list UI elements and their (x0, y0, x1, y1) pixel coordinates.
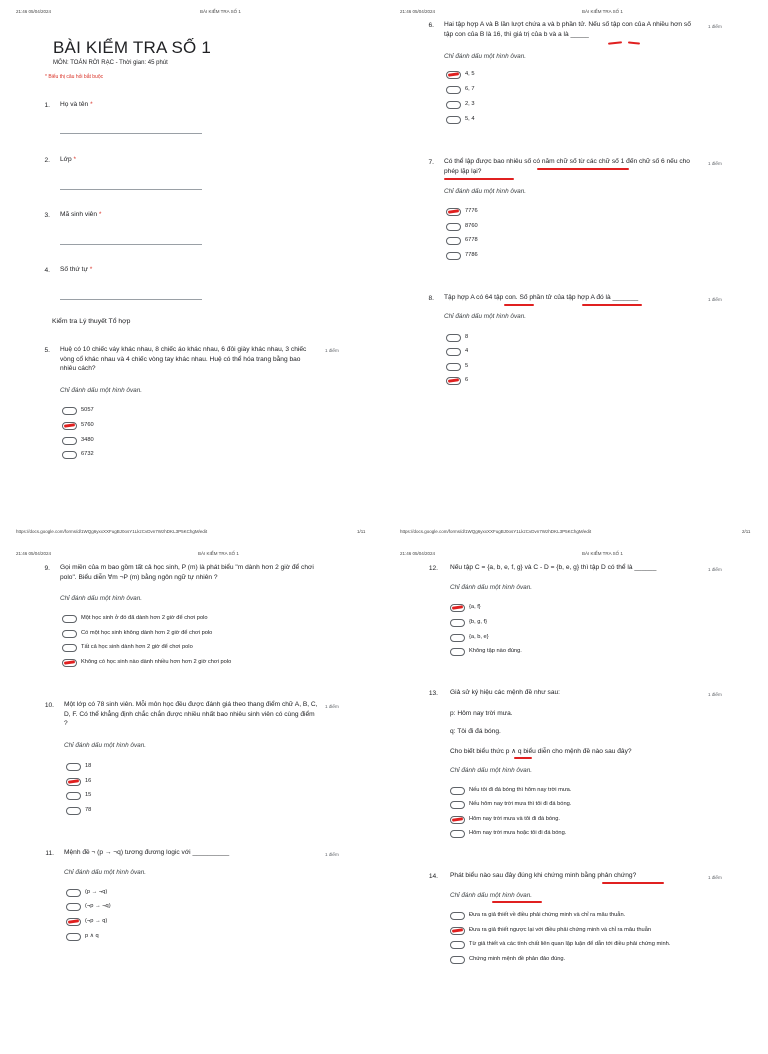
question-text: Phát biểu nào sau đây đúng khi chứng minh bằng phản chứng? (450, 872, 637, 879)
question-number: 14. (428, 873, 438, 880)
question-hint: Chỉ đánh dấu một hình ôvan. (64, 869, 147, 876)
pen-underline (514, 757, 532, 759)
question-text: Có thể lập được bao nhiêu số có năm chữ số từ các chữ số 1 đến chữ số 6 nếu cho phép lặp lại? (444, 158, 690, 175)
radio-oval[interactable] (62, 407, 77, 415)
points-label: 1 điểm (708, 875, 722, 880)
question-number: 8. (428, 295, 434, 302)
pen-underline (608, 41, 622, 44)
field-label-class: Lớp * (60, 156, 77, 163)
pen-underline (582, 304, 642, 306)
class-input[interactable] (60, 189, 202, 190)
question-text: Gọi miền của m bao gồm tất cả học sinh, P (m) là phát biểu "m dành hơn 2 giờ để chơi polo". Biểu diễn ∀m ¬P (m) bằng ngôn ngữ tự nhiên ? (60, 564, 314, 581)
field-number: 4. (44, 267, 50, 274)
question-hint: Chỉ đánh dấu một hình ôvan. (450, 892, 533, 899)
points-label: 1 điểm (708, 161, 722, 166)
print-timestamp: 21:46 05/04/2024 (400, 9, 436, 14)
field-number: 3. (44, 212, 50, 219)
radio-oval-selected[interactable] (450, 604, 465, 612)
points-label: 1 điểm (708, 24, 722, 29)
radio-oval[interactable] (66, 889, 81, 897)
field-label-name: Họ và tên * (60, 101, 93, 108)
radio-oval[interactable] (446, 86, 461, 94)
radio-oval[interactable] (66, 763, 81, 771)
radio-oval-selected[interactable] (446, 377, 461, 385)
question-number: 6. (428, 22, 434, 29)
radio-oval-selected[interactable] (66, 918, 81, 926)
print-header-title: BÀI KIỂM TRA SỐ 1 (582, 9, 623, 14)
section-title: Kiểm tra Lý thuyết Tổ hợp (52, 318, 131, 325)
radio-oval[interactable] (446, 116, 461, 124)
question-text: Nếu tập C = {a, b, e, f, g} và C - D = {b, e, g} thì tập D có thể là ______ (450, 564, 657, 571)
form-title: BÀI KIỂM TRA SỐ 1 (53, 38, 212, 57)
question-hint: Chỉ đánh dấu một hình ôvan. (450, 767, 533, 774)
question-number: 9. (44, 565, 50, 572)
pen-underline (602, 882, 664, 884)
proposition-p: p: Hôm nay trời mưa. (450, 710, 513, 717)
question-text: Giả sử ký hiệu các mệnh đề như sau: (450, 689, 560, 696)
print-footer-url: https://docs.google.com/forms/d/1WQg6yxxXXFugBJ0osY1LkzCvDvn7WzhDKL3P5KChgM/edit (16, 529, 208, 534)
radio-oval[interactable] (62, 451, 77, 459)
question-number: 5. (44, 347, 50, 354)
print-header-title: BÀI KIỂM TRA SỐ 1 (198, 551, 239, 556)
radio-oval[interactable] (446, 252, 461, 260)
required-note: * Biểu thị câu hỏi bắt buộc (45, 74, 104, 80)
form-subtitle: MÔN: TOÁN RỜI RẠC - Thời gian: 45 phút (53, 60, 168, 66)
radio-oval[interactable] (450, 912, 465, 920)
points-label: 1 điểm (325, 704, 339, 709)
radio-oval[interactable] (62, 615, 77, 623)
radio-oval[interactable] (450, 956, 465, 964)
question-number: 7. (428, 159, 434, 166)
question-hint: Chỉ đánh dấu một hình ôvan. (444, 53, 527, 60)
field-number: 1. (44, 102, 50, 109)
question-hint: Chỉ đánh dấu một hình ôvan. (450, 584, 533, 591)
radio-oval[interactable] (450, 801, 465, 809)
radio-oval[interactable] (66, 807, 81, 815)
proposition-q: q: Tôi đi đá bóng. (450, 728, 501, 735)
radio-oval-selected[interactable] (450, 927, 465, 935)
pen-underline (628, 41, 640, 44)
question-text: Một lớp có 78 sinh viên. Mỗi môn học đều được đánh giá theo thang điểm chữ A, B, C, D, F. Có thể khẳng định chắc chắn được nhiều nhất bao nhiêu sinh viên có cùng điểm ? (64, 701, 318, 728)
radio-oval[interactable] (446, 237, 461, 245)
radio-oval[interactable] (446, 101, 461, 109)
pen-underline (537, 168, 629, 170)
radio-oval[interactable] (62, 644, 77, 652)
print-footer-url: https://docs.google.com/forms/d/1WQg6yxxXXFugBJ0osY1LkzCvDvn7WzhDKL3P5KChgM/edit (400, 529, 592, 534)
question-number: 12. (428, 565, 438, 572)
radio-oval[interactable] (450, 830, 465, 838)
print-header-title: BÀI KIỂM TRA SỐ 1 (582, 551, 623, 556)
pen-underline (444, 178, 514, 180)
radio-oval-selected[interactable] (62, 659, 77, 667)
pen-underline (492, 901, 542, 903)
question-number: 13. (428, 690, 438, 697)
question-hint: Chỉ đánh dấu một hình ôvan. (64, 742, 147, 749)
radio-oval-selected[interactable] (66, 778, 81, 786)
question-text: Huệ có 10 chiếc váy khác nhau, 8 chiếc áo khác nhau, 6 đôi giày khác nhau, 3 chiếc vòng cổ khác nhau và 4 chiếc vòng tay khác nhau. Huệ có thể hóa trang bằng bao nhiêu cách? (60, 346, 307, 373)
radio-oval[interactable] (66, 792, 81, 800)
radio-oval[interactable] (62, 437, 77, 445)
radio-oval[interactable] (66, 933, 81, 941)
question-hint: Chỉ đánh dấu một hình ôvan. (444, 188, 527, 195)
print-page-number: 2/11 (742, 529, 751, 534)
pen-underline (504, 304, 534, 306)
points-label: 1 điểm (325, 348, 339, 353)
radio-oval[interactable] (450, 941, 465, 949)
question-hint: Chỉ đánh dấu một hình ôvan. (60, 595, 143, 602)
page-4: 21:46 05/04/2024 BÀI KIỂM TRA SỐ 1 12. Nếu tập C = {a, b, e, f, g} và C - D = {b, e, g} thì tập D có thể là ______ 1 điểm Chỉ đánh dấu một hình ôvan. {a, f} {b, g, f} {a, b, e} Không tập nào đúng. 13. Giả sử ký hiệu các mệnh đề như sau: 1 điểm p: Hôm nay trời mưa. q: Tôi đi đá bóng. Cho biết biểu thức p ∧ q biểu diễn cho mệnh đề nào sau đây? Chỉ đánh dấu một hình ôvan. Nếu tôi đi đá bóng thì hôm nay trời mưa. Nếu hôm nay trời mưa thì tôi đi đá bóng. Hôm nay trời mưa và tôi đi đá bóng. Hôm nay trời mưa hoặc tôi đi đá bóng. 14. Phát biểu nào sau đây đúng khi chứng minh bằng phản chứng? 1 điểm Chỉ đánh dấu một hình ôvan. Đưa ra giả thiết về điều phải chứng minh và chỉ ra mâu thuẫn. Đưa ra giả thiết ngược lại với điều phải chứng minh và chỉ ra mâu thuẫn Từ giả thiết và các tính chất liên quan lập luận để dẫn tới điều phải chứng minh. Chứng minh mệnh đề phản đảo đúng. (400, 551, 722, 962)
name-input[interactable] (60, 133, 202, 134)
question-hint: Chỉ đánh dấu một hình ôvan. (60, 387, 143, 394)
radio-oval[interactable] (450, 648, 465, 656)
radio-oval[interactable] (66, 903, 81, 911)
field-number: 2. (44, 157, 50, 164)
field-label-order: Số thứ tự * (60, 266, 93, 273)
radio-oval[interactable] (446, 223, 461, 231)
radio-oval[interactable] (450, 634, 465, 642)
radio-oval-selected[interactable] (450, 816, 465, 824)
order-number-input[interactable] (60, 299, 202, 300)
question-text: Tập hợp A có 64 tập con. Số phần tử của tập hợp A đó là _______ (444, 294, 639, 301)
question-number: 10. (44, 702, 54, 709)
print-page-number: 1/11 (357, 529, 366, 534)
radio-oval[interactable] (450, 619, 465, 627)
field-label-student-id: Mã sinh viên * (60, 211, 102, 218)
points-label: 1 điểm (708, 567, 722, 572)
radio-oval[interactable] (446, 348, 461, 356)
question-text: Hai tập hợp A và B lần lượt chứa a và b phần tử. Nếu số tập con của A nhiều hơn số tập con của B là 16, thì giá trị của b và a là _____ (444, 21, 691, 38)
radio-oval[interactable] (450, 787, 465, 795)
radio-oval[interactable] (62, 630, 77, 638)
points-label: 1 điểm (708, 297, 722, 302)
print-header-title: BÀI KIỂM TRA SỐ 1 (200, 9, 241, 14)
page-1: 21:46 05/04/2024 BÀI KIỂM TRA SỐ 1 BÀI KIỂM TRA SỐ 1 MÔN: TOÁN RỜI RẠC - Thời gian: 45 phút * Biểu thị câu hỏi bắt buộc 1. Họ và tên * 2. Lớp * 3. Mã sinh viên * 4. Số thứ tự * Kiểm tra Lý thuyết Tổ hợp 5. Huệ có 10 chiếc váy khác nhau, 8 chiếc áo khác nhau, 6 đôi giày khác nhau, 3 chiếc vòng cổ khác nhau và 4 chiếc vòng tay khác nhau. Huệ có thể hóa trang bằng bao nhiêu cách? 1 điểm Chỉ đánh dấu một hình ôvan. 5057 5760 3480 6732 (16, 9, 339, 457)
page-2: 21:46 05/04/2024 BÀI KIỂM TRA SỐ 1 6. Hai tập hợp A và B lần lượt chứa a và b phần tử. Nếu số tập con của A nhiều hơn số tập con của B là 16, thì giá trị của b và a là _____ 1 điểm Chỉ đánh dấu một hình ôvan. 4, 5 6, 7 2, 3 5, 4 7. Có thể lập được bao nhiêu số có năm chữ số từ các chữ số 1 đến chữ số 6 nếu cho phép lặp lại? 1 điểm Chỉ đánh dấu một hình ôvan. 7776 8760 6778 7786 8. Tập hợp A có 64 tập con. Số phần tử của tập hợp A đó là _______ 1 điểm Chỉ đánh dấu một hình ôvan. 8 4 5 6 (400, 9, 722, 383)
points-label: 1 điểm (708, 692, 722, 697)
points-label: 1 điểm (325, 852, 339, 857)
radio-oval[interactable] (446, 363, 461, 371)
student-id-input[interactable] (60, 244, 202, 245)
print-timestamp: 21:46 05/04/2024 (16, 9, 52, 14)
page-3: 21:46 05/04/2024 BÀI KIỂM TRA SỐ 1 9. Gọi miền của m bao gồm tất cả học sinh, P (m) là phát biểu "m dành hơn 2 giờ để chơi polo". Biểu diễn ∀m ¬P (m) bằng ngôn ngữ tự nhiên ? Chỉ đánh dấu một hình ôvan. Một học sinh ở đó đã dành hơn 2 giờ để chơi polo Có một học sinh không dành hơn 2 giờ để chơi polo Tất cả học sinh dành hơn 2 giờ để chơi polo Không có học sinh nào dành nhiều hơn hơn 2 giờ chơi polo 10. Một lớp có 78 sinh viên. Mỗi môn học đều được đánh giá theo thang điểm chữ A, B, C, D, F. Có thể khẳng định chắc chắn được nhiều nhất bao nhiêu sinh viên có cùng điểm ? 1 điểm Chỉ đánh dấu một hình ôvan. 18 16 15 78 11. Mệnh đề ¬ (p → ¬q) tương đương logic với __________ 1 điểm Chỉ đánh dấu một hình ôvan. (p → ¬q) (¬p → ¬q) (¬p → q) p ∧ q (16, 551, 339, 939)
question-ask: Cho biết biểu thức p ∧ q biểu diễn cho mệnh đề nào sau đây? (450, 748, 632, 755)
question-text: Mệnh đề ¬ (p → ¬q) tương đương logic với __________ (64, 849, 230, 856)
radio-oval-selected[interactable] (446, 71, 461, 79)
print-timestamp: 21:46 05/04/2024 (16, 551, 52, 556)
radio-oval-selected[interactable] (446, 208, 461, 216)
radio-oval-selected[interactable] (62, 422, 77, 430)
question-number: 11. (45, 850, 54, 857)
radio-oval[interactable] (446, 334, 461, 342)
question-hint: Chỉ đánh dấu một hình ôvan. (444, 313, 527, 320)
print-timestamp: 21:46 05/04/2024 (400, 551, 436, 556)
